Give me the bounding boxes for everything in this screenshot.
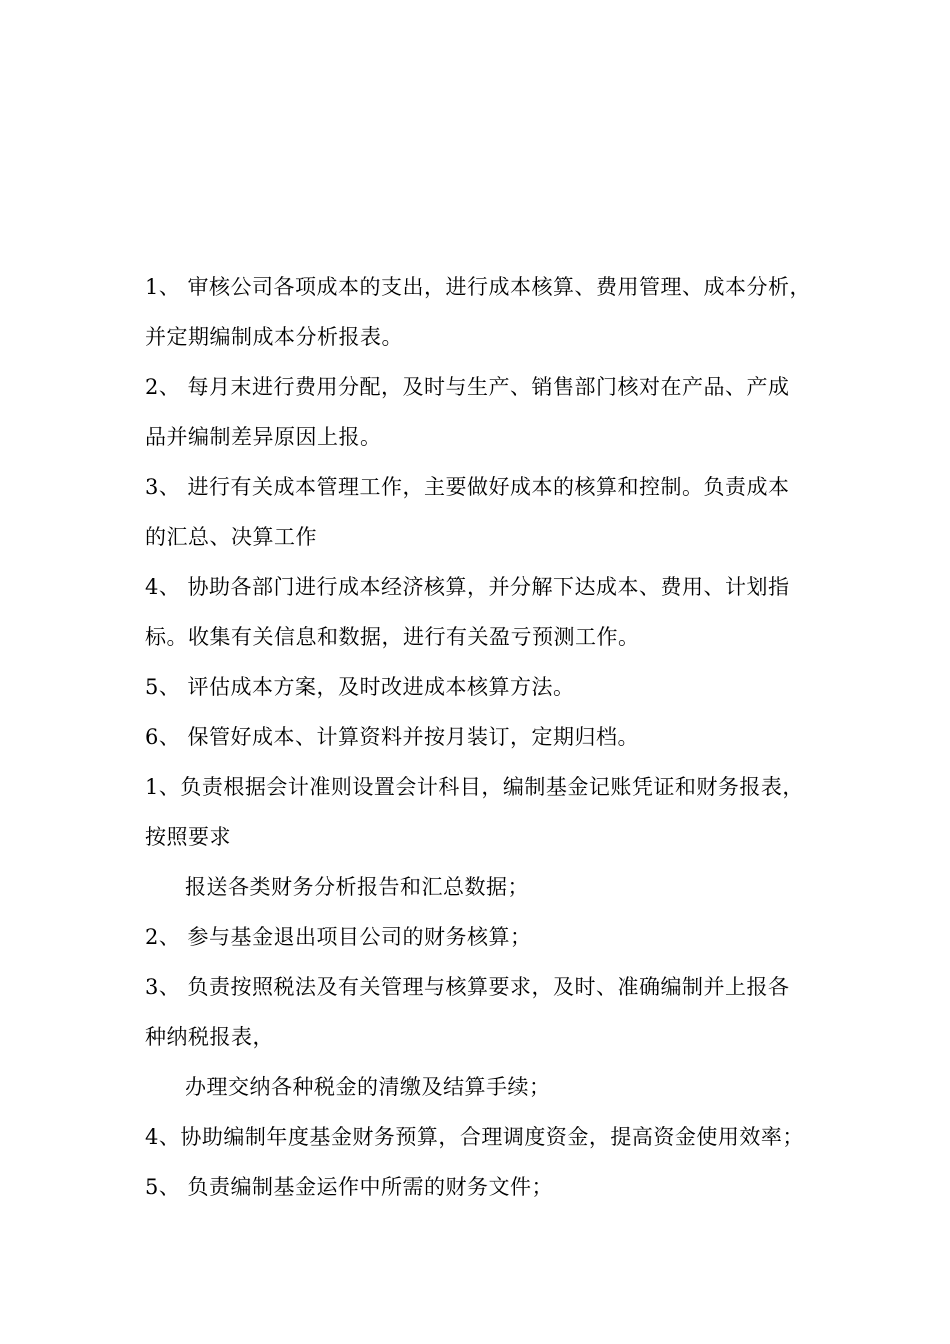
text-line: 2、 参与基金退出项目公司的财务核算； [145,925,532,949]
text-line: 1、 审核公司各项成本的支出，进行成本核算、费用管理、成本分析， [145,275,812,299]
text-line: 3、 负责按照税法及有关管理与核算要求，及时、准确编制并上报各 [145,975,790,999]
text-line: 品并编制差异原因上报。 [145,425,382,449]
text-line: 按照要求 [145,825,231,849]
document-body [145,268,810,1218]
text-line: 标。收集有关信息和数据，进行有关盈亏预测工作。 [145,625,640,649]
text-line: 6、 保管好成本、计算资料并按月装订，定期归档。 [145,725,640,749]
text-line: 5、 评估成本方案，及时改进成本核算方法。 [145,675,575,699]
text-line: 1、负责根据会计准则设置会计科目，编制基金记账凭证和财务报表， [145,775,804,799]
text-line: 4、 协助各部门进行成本经济核算，并分解下达成本、费用、计划指 [145,575,790,599]
text-line: 2、 每月末进行费用分配，及时与生产、销售部门核对在产品、产成 [145,375,790,399]
text-line: 4、协助编制年度基金财务预算，合理调度资金，提高资金使用效率； [145,1125,804,1149]
text-line: 3、 进行有关成本管理工作，主要做好成本的核算和控制。负责成本 [145,475,790,499]
text-line: 办理交纳各种税金的清缴及结算手续； [185,1075,551,1099]
text-line: 5、 负责编制基金运作中所需的财务文件； [145,1175,554,1199]
text-line: 并定期编制成本分析报表。 [145,325,403,349]
text-line: 报送各类财务分析报告和汇总数据； [185,875,529,899]
text-line: 种纳税报表， [145,1025,274,1049]
text-line: 的汇总、决算工作 [145,525,317,549]
